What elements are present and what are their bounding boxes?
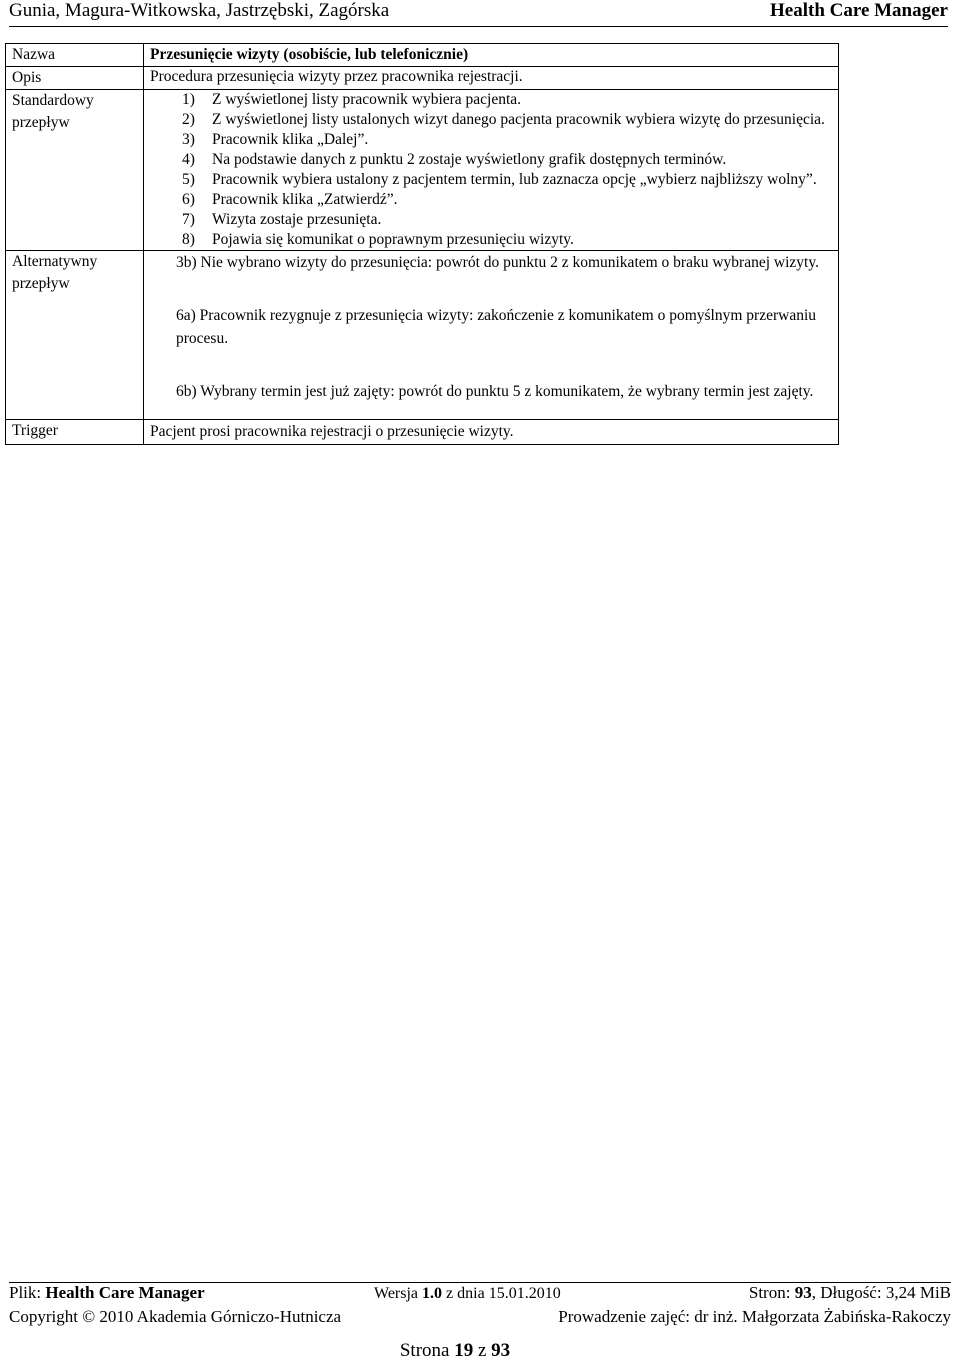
step-text: Pojawia się komunikat o poprawnym przesunięciu wizyty. bbox=[212, 231, 574, 248]
step-number: 8) bbox=[182, 231, 195, 248]
alternative-6b: 6b) Wybrany termin jest już zajęty: powrót do punktu 5 z komunikatem, że wybrany termin jest zajęty. bbox=[176, 383, 814, 400]
label-description: Opis bbox=[6, 67, 144, 90]
row-trigger bbox=[6, 420, 839, 445]
alternative-flow bbox=[144, 251, 839, 420]
page-number-total: 93 bbox=[491, 1340, 511, 1361]
footer-row-1 bbox=[9, 1283, 951, 1307]
footer-file-name: Health Care Manager bbox=[45, 1283, 205, 1302]
footer-version bbox=[374, 1285, 561, 1303]
step-text: Na podstawie danych z punktu 2 zostaje wyświetlony grafik dostępnych terminów. bbox=[212, 151, 727, 168]
list-item bbox=[150, 150, 834, 170]
step-number: 2) bbox=[182, 111, 195, 128]
footer-version-label: Wersja bbox=[374, 1285, 419, 1302]
list-item bbox=[150, 210, 834, 230]
label-alternative-flow bbox=[6, 251, 144, 420]
list-item bbox=[150, 90, 834, 110]
use-case-description: Procedura przesunięcia wizyty przez pracownika rejestracji. bbox=[144, 67, 839, 90]
footer-date: 15.01.2010 bbox=[488, 1285, 561, 1302]
page-number-prefix: Strona bbox=[399, 1340, 450, 1361]
list-item bbox=[150, 190, 834, 210]
use-case-name: Przesunięcie wizyty (osobiście, lub telefonicznie) bbox=[144, 44, 839, 67]
footer-file bbox=[9, 1283, 205, 1303]
label-standard-flow-line2: przepływ bbox=[12, 114, 70, 131]
step-text: Pracownik klika „Dalej”. bbox=[212, 131, 369, 148]
trigger-text: Pacjent prosi pracownika rejestracji o przesunięcie wizyty. bbox=[144, 420, 839, 445]
step-number: 7) bbox=[182, 211, 195, 228]
footer-pages bbox=[749, 1283, 951, 1303]
page-number-current: 19 bbox=[454, 1340, 474, 1361]
step-number: 4) bbox=[182, 151, 195, 168]
step-number: 3) bbox=[182, 131, 195, 148]
step-text: Wizyta zostaje przesunięta. bbox=[212, 211, 382, 228]
step-text: Z wyświetlonej listy pracownik wybiera pacjenta. bbox=[212, 91, 522, 108]
footer-version-number: 1.0 bbox=[422, 1285, 443, 1302]
footer-pages-count: 93 bbox=[794, 1283, 812, 1302]
step-number: 5) bbox=[182, 171, 195, 188]
step-number: 6) bbox=[182, 191, 195, 208]
standard-flow-steps bbox=[144, 90, 839, 251]
label-name: Nazwa bbox=[6, 44, 144, 67]
step-text: Z wyświetlonej listy ustalonych wizyt danego pacjenta pracownik wybiera wizytę do przesunięcia. bbox=[212, 111, 825, 128]
list-item bbox=[150, 170, 834, 190]
page-footer bbox=[9, 1282, 951, 1331]
label-standard-flow bbox=[6, 90, 144, 251]
step-number: 1) bbox=[182, 91, 195, 108]
label-trigger: Trigger bbox=[6, 420, 144, 445]
label-alternative-flow-line2: przepływ bbox=[12, 275, 70, 292]
list-item bbox=[150, 230, 834, 250]
use-case-table bbox=[5, 43, 839, 445]
label-alternative-flow-line1: Alternatywny bbox=[12, 253, 98, 270]
row-alternative-flow bbox=[6, 251, 839, 420]
step-text: Pracownik wybiera ustalony z pacjentem termin, lub zaznacza opcję „wybierz najbliższy wolny”. bbox=[212, 171, 817, 188]
footer-row-2 bbox=[9, 1307, 951, 1331]
steps-list bbox=[150, 90, 834, 250]
step-text: Pracownik klika „Zatwierdź”. bbox=[212, 191, 398, 208]
list-item bbox=[150, 110, 834, 130]
footer-size: , Długość: 3,24 MiB bbox=[811, 1283, 951, 1302]
alternative-6a: 6a) Pracownik rezygnuje z przesunięcia wizyty: zakończenie z komunikatem o pomyślnym przerwaniu procesu. bbox=[176, 307, 817, 347]
row-standard-flow bbox=[6, 90, 839, 251]
alternative-3b: 3b) Nie wybrano wizyty do przesunięcia: powrót do punktu 2 z komunikatem o braku wybranej wizyty. bbox=[176, 254, 819, 271]
header-authors: Gunia, Magura-Witkowska, Jastrzębski, Zagórska bbox=[9, 0, 390, 21]
row-name bbox=[6, 44, 839, 67]
page-number bbox=[0, 1340, 960, 1362]
footer-copyright: Copyright © 2010 Akademia Górniczo-Hutnicza bbox=[9, 1307, 342, 1326]
row-description bbox=[6, 67, 839, 90]
label-standard-flow-line1: Standardowy bbox=[12, 92, 94, 109]
page-header bbox=[9, 0, 948, 27]
header-project-title: Health Care Manager bbox=[770, 0, 948, 21]
footer-pages-label: Stron: bbox=[748, 1283, 791, 1302]
footer-instructor: Prowadzenie zajęć: dr inż. Małgorzata Żabińska-Rakoczy bbox=[558, 1307, 951, 1326]
footer-file-label: Plik: bbox=[9, 1283, 42, 1302]
list-item bbox=[150, 130, 834, 150]
page-number-of: z bbox=[477, 1340, 487, 1361]
footer-date-label: z dnia bbox=[446, 1285, 485, 1302]
